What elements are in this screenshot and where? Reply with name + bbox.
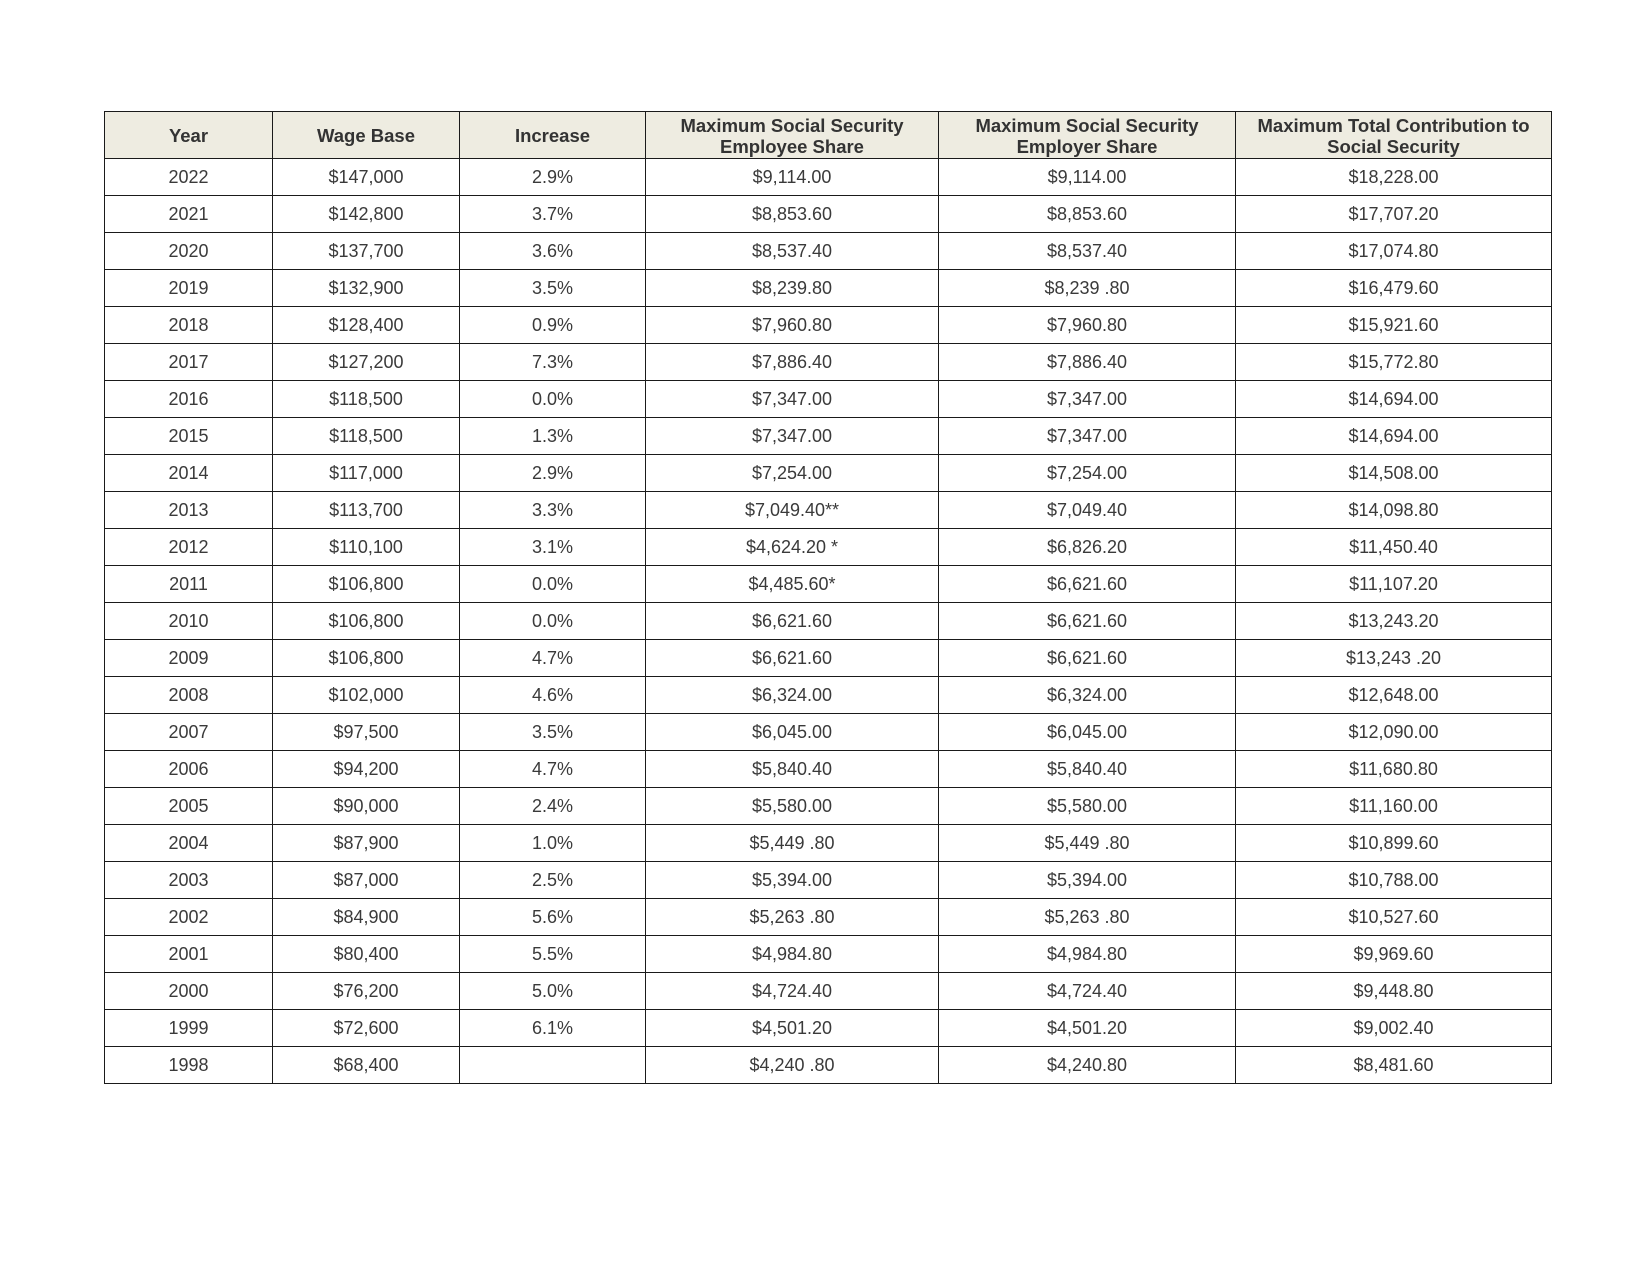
cell-employer-share: $7,960.80: [939, 307, 1236, 344]
cell-employer-share: $8,537.40: [939, 233, 1236, 270]
table-row: [105, 1010, 1552, 1047]
table-row: [105, 936, 1552, 973]
cell-wage-base: $84,900: [273, 899, 460, 936]
table-row: [105, 233, 1552, 270]
cell-total-contribution: $9,448.80: [1236, 973, 1552, 1010]
cell-wage-base: $106,800: [273, 566, 460, 603]
cell-total-contribution: $15,772.80: [1236, 344, 1552, 381]
table-row: [105, 270, 1552, 307]
cell-total-contribution: $17,074.80: [1236, 233, 1552, 270]
table-header: [105, 112, 1552, 159]
cell-total-contribution: $9,969.60: [1236, 936, 1552, 973]
table-row: [105, 492, 1552, 529]
table-row: [105, 196, 1552, 233]
cell-year: 2008: [105, 677, 273, 714]
header-wage-base: Wage Base: [273, 112, 460, 159]
cell-total-contribution: $13,243 .20: [1236, 640, 1552, 677]
cell-increase: 0.0%: [460, 603, 646, 640]
cell-increase: 4.6%: [460, 677, 646, 714]
table-row: [105, 714, 1552, 751]
cell-year: 2016: [105, 381, 273, 418]
cell-employee-share: $4,624.20 *: [646, 529, 939, 566]
cell-total-contribution: $18,228.00: [1236, 159, 1552, 196]
cell-increase: 2.9%: [460, 159, 646, 196]
cell-total-contribution: $15,921.60: [1236, 307, 1552, 344]
cell-year: 2019: [105, 270, 273, 307]
cell-employer-share: $7,254.00: [939, 455, 1236, 492]
cell-year: 2021: [105, 196, 273, 233]
cell-year: 2012: [105, 529, 273, 566]
cell-total-contribution: $14,098.80: [1236, 492, 1552, 529]
table-row: [105, 603, 1552, 640]
cell-wage-base: $147,000: [273, 159, 460, 196]
cell-wage-base: $132,900: [273, 270, 460, 307]
cell-increase: 3.6%: [460, 233, 646, 270]
cell-year: 2015: [105, 418, 273, 455]
cell-employer-share: $6,826.20: [939, 529, 1236, 566]
cell-employer-share: $6,621.60: [939, 640, 1236, 677]
cell-employee-share: $7,254.00: [646, 455, 939, 492]
cell-employee-share: $7,347.00: [646, 381, 939, 418]
cell-increase: 5.0%: [460, 973, 646, 1010]
cell-employer-share: $5,263 .80: [939, 899, 1236, 936]
cell-year: 2004: [105, 825, 273, 862]
cell-year: 2018: [105, 307, 273, 344]
cell-employer-share: $4,501.20: [939, 1010, 1236, 1047]
cell-total-contribution: $10,899.60: [1236, 825, 1552, 862]
cell-employee-share: $8,853.60: [646, 196, 939, 233]
cell-employee-share: $8,537.40: [646, 233, 939, 270]
cell-employer-share: $7,886.40: [939, 344, 1236, 381]
cell-employee-share: $5,394.00: [646, 862, 939, 899]
cell-year: 2014: [105, 455, 273, 492]
cell-total-contribution: $13,243.20: [1236, 603, 1552, 640]
cell-employee-share: $6,045.00: [646, 714, 939, 751]
table-row: [105, 344, 1552, 381]
cell-employee-share: $9,114.00: [646, 159, 939, 196]
cell-wage-base: $87,900: [273, 825, 460, 862]
cell-employee-share: $6,324.00: [646, 677, 939, 714]
cell-employee-share: $5,840.40: [646, 751, 939, 788]
cell-increase: 3.7%: [460, 196, 646, 233]
table-row: [105, 307, 1552, 344]
cell-increase: 3.3%: [460, 492, 646, 529]
cell-increase: 7.3%: [460, 344, 646, 381]
cell-total-contribution: $14,694.00: [1236, 418, 1552, 455]
cell-employer-share: $6,621.60: [939, 603, 1236, 640]
cell-employer-share: $4,240.80: [939, 1047, 1236, 1084]
cell-employee-share: $7,347.00: [646, 418, 939, 455]
cell-increase: 0.0%: [460, 566, 646, 603]
cell-year: 2017: [105, 344, 273, 381]
cell-year: 2002: [105, 899, 273, 936]
cell-increase: 5.5%: [460, 936, 646, 973]
cell-wage-base: $127,200: [273, 344, 460, 381]
cell-employer-share: $6,621.60: [939, 566, 1236, 603]
cell-year: 2005: [105, 788, 273, 825]
cell-total-contribution: $8,481.60: [1236, 1047, 1552, 1084]
cell-total-contribution: $14,508.00: [1236, 455, 1552, 492]
table-row: [105, 862, 1552, 899]
cell-year: 2007: [105, 714, 273, 751]
cell-year: 2006: [105, 751, 273, 788]
cell-increase: 4.7%: [460, 751, 646, 788]
cell-wage-base: $128,400: [273, 307, 460, 344]
cell-total-contribution: $9,002.40: [1236, 1010, 1552, 1047]
cell-year: 2003: [105, 862, 273, 899]
header-year: Year: [105, 112, 273, 159]
cell-wage-base: $72,600: [273, 1010, 460, 1047]
cell-wage-base: $113,700: [273, 492, 460, 529]
cell-employee-share: $4,501.20: [646, 1010, 939, 1047]
cell-increase: 2.5%: [460, 862, 646, 899]
cell-increase: 3.5%: [460, 714, 646, 751]
cell-increase: 0.9%: [460, 307, 646, 344]
cell-year: 2013: [105, 492, 273, 529]
cell-year: 2022: [105, 159, 273, 196]
cell-total-contribution: $17,707.20: [1236, 196, 1552, 233]
cell-year: 2009: [105, 640, 273, 677]
table-row: [105, 788, 1552, 825]
cell-employee-share: $5,263 .80: [646, 899, 939, 936]
header-employee-share: Maximum Social Security Employee Share: [646, 112, 939, 159]
cell-total-contribution: $11,160.00: [1236, 788, 1552, 825]
cell-employee-share: $6,621.60: [646, 603, 939, 640]
cell-employee-share: $4,240 .80: [646, 1047, 939, 1084]
cell-wage-base: $118,500: [273, 418, 460, 455]
cell-wage-base: $87,000: [273, 862, 460, 899]
cell-employee-share: $4,485.60*: [646, 566, 939, 603]
cell-increase: 1.3%: [460, 418, 646, 455]
cell-year: 1998: [105, 1047, 273, 1084]
cell-year: 2011: [105, 566, 273, 603]
table-row: [105, 566, 1552, 603]
cell-employee-share: $5,449 .80: [646, 825, 939, 862]
cell-wage-base: $137,700: [273, 233, 460, 270]
header-total-contribution: Maximum Total Contribution to Social Security: [1236, 112, 1552, 159]
table-row: [105, 159, 1552, 196]
cell-total-contribution: $12,648.00: [1236, 677, 1552, 714]
cell-increase: 3.5%: [460, 270, 646, 307]
table-row: [105, 529, 1552, 566]
social-security-wage-base-table: [104, 111, 1552, 1084]
cell-employer-share: $8,239 .80: [939, 270, 1236, 307]
table-row: [105, 973, 1552, 1010]
cell-total-contribution: $10,527.60: [1236, 899, 1552, 936]
cell-employer-share: $7,347.00: [939, 381, 1236, 418]
cell-employee-share: $7,886.40: [646, 344, 939, 381]
cell-employer-share: $6,045.00: [939, 714, 1236, 751]
table-row: [105, 640, 1552, 677]
table-row: [105, 381, 1552, 418]
cell-wage-base: $94,200: [273, 751, 460, 788]
cell-total-contribution: $16,479.60: [1236, 270, 1552, 307]
cell-employer-share: $7,049.40: [939, 492, 1236, 529]
cell-year: 2020: [105, 233, 273, 270]
cell-employer-share: $4,984.80: [939, 936, 1236, 973]
cell-employee-share: $8,239.80: [646, 270, 939, 307]
cell-wage-base: $76,200: [273, 973, 460, 1010]
cell-employer-share: $8,853.60: [939, 196, 1236, 233]
cell-increase: 0.0%: [460, 381, 646, 418]
cell-total-contribution: $11,680.80: [1236, 751, 1552, 788]
cell-wage-base: $80,400: [273, 936, 460, 973]
cell-year: 2010: [105, 603, 273, 640]
table-row: [105, 455, 1552, 492]
table-row: [105, 751, 1552, 788]
cell-increase: 4.7%: [460, 640, 646, 677]
table-row: [105, 899, 1552, 936]
table-row: [105, 1047, 1552, 1084]
table-body: [105, 159, 1552, 1084]
cell-wage-base: $118,500: [273, 381, 460, 418]
header-row: [105, 112, 1552, 159]
cell-increase: 2.9%: [460, 455, 646, 492]
cell-wage-base: $142,800: [273, 196, 460, 233]
cell-increase: [460, 1047, 646, 1084]
cell-wage-base: $97,500: [273, 714, 460, 751]
cell-wage-base: $68,400: [273, 1047, 460, 1084]
cell-employer-share: $6,324.00: [939, 677, 1236, 714]
cell-increase: 5.6%: [460, 899, 646, 936]
table-row: [105, 677, 1552, 714]
cell-employer-share: $5,840.40: [939, 751, 1236, 788]
cell-wage-base: $90,000: [273, 788, 460, 825]
cell-increase: 1.0%: [460, 825, 646, 862]
cell-total-contribution: $10,788.00: [1236, 862, 1552, 899]
cell-employer-share: $7,347.00: [939, 418, 1236, 455]
cell-year: 2001: [105, 936, 273, 973]
cell-wage-base: $110,100: [273, 529, 460, 566]
cell-increase: 6.1%: [460, 1010, 646, 1047]
cell-employee-share: $4,724.40: [646, 973, 939, 1010]
cell-increase: 2.4%: [460, 788, 646, 825]
header-employer-share: Maximum Social Security Employer Share: [939, 112, 1236, 159]
cell-employee-share: $5,580.00: [646, 788, 939, 825]
table-row: [105, 825, 1552, 862]
cell-wage-base: $117,000: [273, 455, 460, 492]
cell-employer-share: $4,724.40: [939, 973, 1236, 1010]
cell-total-contribution: $11,450.40: [1236, 529, 1552, 566]
cell-employer-share: $5,394.00: [939, 862, 1236, 899]
cell-year: 2000: [105, 973, 273, 1010]
cell-employer-share: $5,580.00: [939, 788, 1236, 825]
cell-employee-share: $7,960.80: [646, 307, 939, 344]
cell-wage-base: $106,800: [273, 640, 460, 677]
cell-total-contribution: $11,107.20: [1236, 566, 1552, 603]
cell-total-contribution: $14,694.00: [1236, 381, 1552, 418]
cell-wage-base: $102,000: [273, 677, 460, 714]
cell-wage-base: $106,800: [273, 603, 460, 640]
cell-employee-share: $6,621.60: [646, 640, 939, 677]
cell-employer-share: $5,449 .80: [939, 825, 1236, 862]
cell-employee-share: $7,049.40**: [646, 492, 939, 529]
cell-increase: 3.1%: [460, 529, 646, 566]
table-row: [105, 418, 1552, 455]
cell-year: 1999: [105, 1010, 273, 1047]
cell-employer-share: $9,114.00: [939, 159, 1236, 196]
cell-employee-share: $4,984.80: [646, 936, 939, 973]
cell-total-contribution: $12,090.00: [1236, 714, 1552, 751]
header-increase: Increase: [460, 112, 646, 159]
